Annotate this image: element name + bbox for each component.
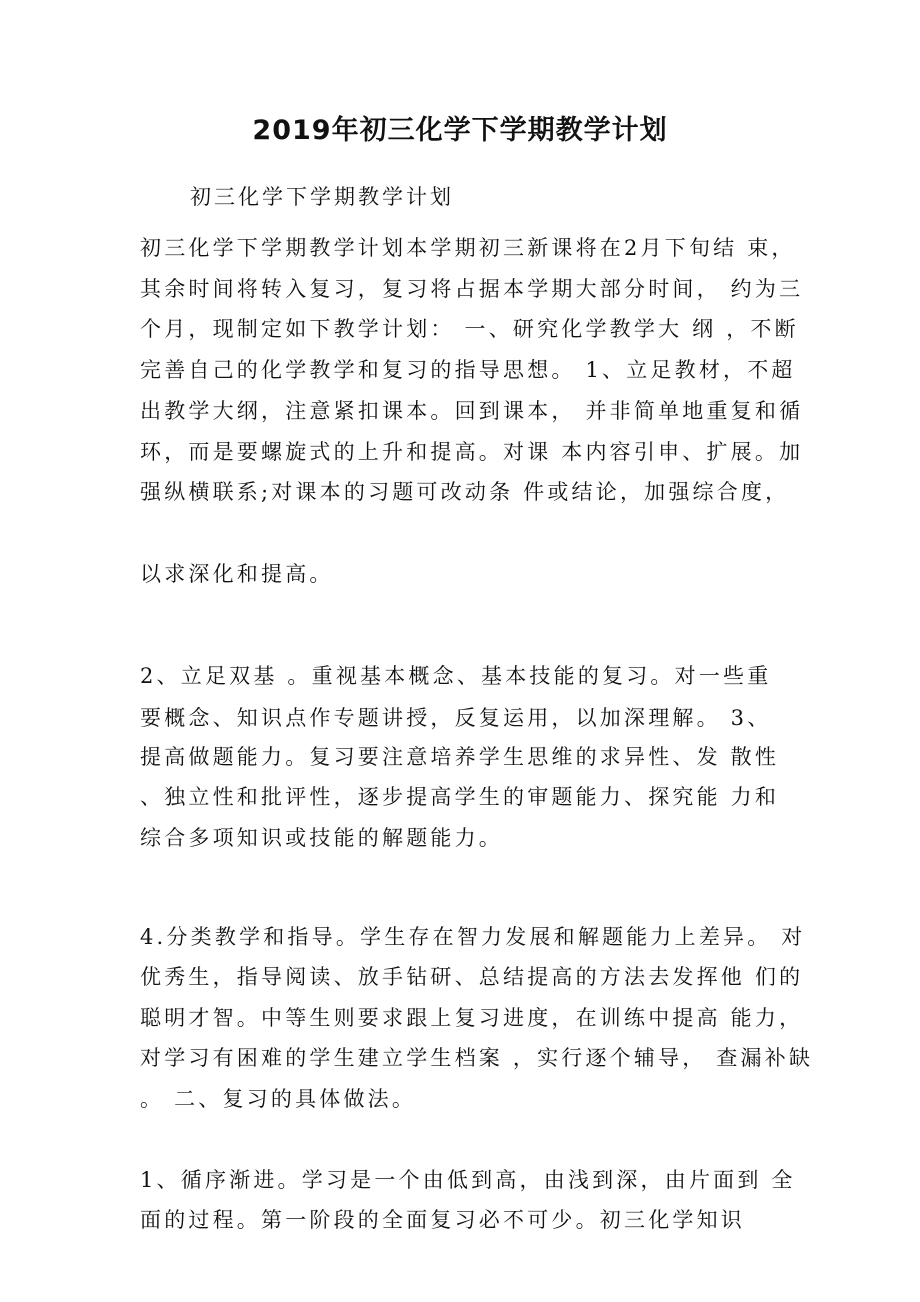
paragraph-3-line: 对学习有困难的学生建立学生档案 ，实行逐个辅导， 查漏补缺 <box>140 1046 814 1070</box>
paragraph-2-line: 要概念、知识点作专题讲授，反复运用，以加深理解。 3、 <box>140 706 772 730</box>
paragraph-3-line: 。 二、复习的具体做法。 <box>140 1087 417 1111</box>
paragraph-3-line: 4.分类教学和指导。学生存在智力发展和解题能力上差异。 对 <box>140 925 806 949</box>
paragraph-2-line: 提高做题能力。复习要注意培养学生思维的求异性、发 散性 <box>140 745 780 769</box>
paragraph-1-line: 其余时间将转入复习，复习将占据本学期大部分时间， 约为三 <box>140 277 804 301</box>
paragraph-1-line: 强纵横联系;对课本的习题可改动条 件或结论，加强综合度， <box>140 480 790 504</box>
paragraph-4-line: 面的过程。第一阶段的全面复习必不可少。初三化学知识 <box>140 1208 745 1232</box>
paragraph-2-line: 2、立足双基 。重视基本概念、基本技能的复习。对一些重 <box>140 664 772 688</box>
paragraph-1-line: 环，而是要螺旋式的上升和提高。对课 本内容引申、扩展。加 <box>140 440 804 464</box>
paragraph-1-line: 出教学大纲，注意紧扣课本。回到课本， 并非简单地重复和循 <box>140 399 804 423</box>
paragraph-1-line: 初三化学下学期教学计划本学期初三新课将在2月下旬结 束， <box>140 236 796 260</box>
paragraph-3-line: 优秀生，指导阅读、放手钻研、总结提高的方法去发挥他 们的 <box>140 965 804 989</box>
document-subtitle: 初三化学下学期教学计划 <box>190 185 454 209</box>
paragraph-1-line: 以求深化和提高。 <box>140 562 334 586</box>
paragraph-1-line: 完善自己的化学教学和复习的指导思想。 1、立足教材，不超 <box>140 358 796 382</box>
paragraph-3-line: 聪明才智。中等生则要求跟上复习进度，在训练中提高 能力， <box>140 1006 804 1030</box>
document-title: 2019年初三化学下学期教学计划 <box>252 115 668 146</box>
paragraph-4-line: 1、循序渐进。学习是一个由低到高，由浅到深，由片面到 全 <box>140 1168 796 1192</box>
paragraph-1-line: 个月，现制定如下教学计划： 一、研究化学教学大 纲 ，不断 <box>140 317 799 341</box>
paragraph-2-line: 、独立性和批评性，逐步提高学生的审题能力、探究能 力和 <box>140 785 780 809</box>
paragraph-2-line: 综合多项知识或技能的解题能力。 <box>140 826 503 850</box>
